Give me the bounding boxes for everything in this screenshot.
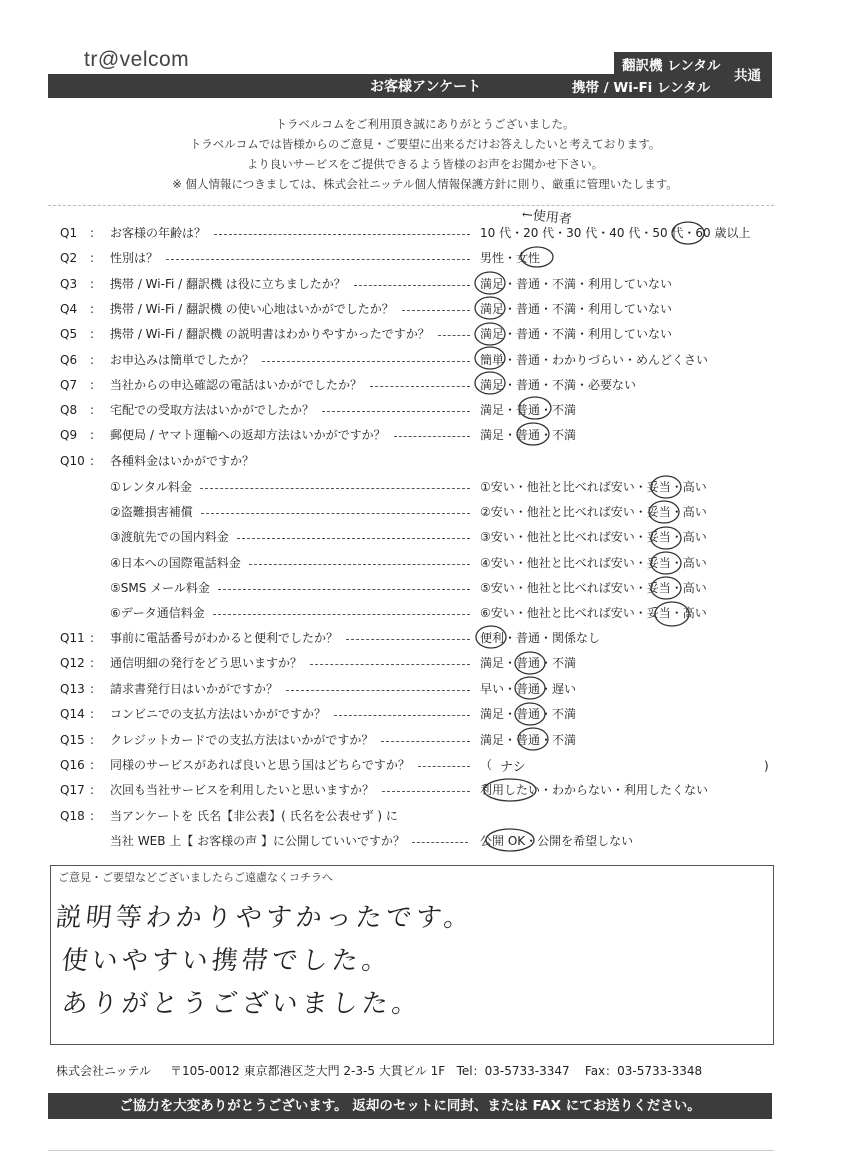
- question-colon: :: [90, 378, 95, 392]
- question-leader: [370, 386, 470, 387]
- question-leader: [166, 259, 470, 260]
- question-options[interactable]: 10 代・20 代・30 代・40 代・50 代・60 歳以上: [480, 226, 751, 240]
- q18-leader: [412, 842, 468, 843]
- q10-item-options[interactable]: ①安い・他社と比べれば安い・妥当・高い: [480, 480, 707, 494]
- question-text: 各種料金はいかがですか？: [110, 454, 255, 468]
- question-number: Q10: [60, 454, 85, 468]
- intro-line-2: トラベルコムでは皆様からのご意見・ご要望に出来るだけお答えしたいと考えております。: [189, 137, 661, 151]
- question-text: 通信明細の発行をどう思いますか？: [110, 656, 303, 670]
- question-number: Q8: [60, 403, 78, 417]
- footer-band: ご協力を大変ありがとうございます。 返却のセットに同封、または FAX にてお送りください。: [48, 1093, 772, 1119]
- q10-item-label: ①レンタル料金: [110, 480, 192, 494]
- q18-line2: 当社 WEB 上【 お客様の声 】に公開していいですか？: [110, 834, 405, 848]
- header-service-translator: 翻訳機 レンタル: [622, 58, 721, 74]
- question-text: コンビニでの支払方法はいかがですか？: [110, 707, 327, 721]
- question-number: Q3: [60, 277, 78, 291]
- question-options[interactable]: 簡単・普通・わかりづらい・めんどくさい: [480, 353, 709, 367]
- q16-handwritten-answer: ナシ: [500, 760, 526, 775]
- question-colon: :: [90, 733, 95, 747]
- comment-line-1: 説明等わかりやすかったです。: [54, 903, 476, 933]
- q10-item-leader: [218, 589, 470, 590]
- question-colon: :: [90, 403, 95, 417]
- q10-item-leader: [200, 488, 470, 489]
- question-leader: [438, 335, 470, 336]
- question-number: Q6: [60, 353, 78, 367]
- question-options[interactable]: 男性・女性: [480, 251, 541, 265]
- q10-item-leader: [213, 614, 470, 615]
- question-colon: :: [90, 656, 95, 670]
- question-colon: :: [90, 682, 95, 696]
- question-leader: [382, 791, 470, 792]
- question-text: 事前に電話番号がわかると便利でしたか？: [110, 631, 339, 645]
- question-options[interactable]: （: [480, 758, 493, 772]
- question-text: クレジットカードでの支払方法はいかがですか？: [110, 733, 374, 747]
- q10-item-options[interactable]: ⑥安い・他社と比べれば安い・妥当・高い: [480, 606, 707, 620]
- q1-handwritten-note: ←使用者: [521, 207, 573, 228]
- question-text: 宅配での受取方法はいかがでしたか？: [110, 403, 315, 417]
- question-text: 携帯 / Wi-Fi / 翻訳機 は役に立ちましたか？: [110, 277, 346, 291]
- q10-item-label: ④日本への国際電話料金: [110, 556, 241, 570]
- question-leader: [310, 664, 470, 665]
- question-colon: :: [90, 809, 95, 823]
- question-options[interactable]: 満足・普通・不満: [480, 403, 577, 417]
- question-leader: [394, 436, 470, 437]
- intro-line-4: ※ 個人情報につきましては、株式会社ニッテル個人情報保護方針に則り、厳重に管理いたします。: [172, 177, 678, 191]
- question-text: 当社からの申込確認の電話はいかがでしたか？: [110, 378, 363, 392]
- question-options[interactable]: 満足・普通・不満・利用していない: [480, 302, 673, 316]
- q10-item-leader: [249, 564, 470, 565]
- footer-tel: Tel：03-5733-3347: [456, 1064, 570, 1078]
- q10-item-leader: [201, 513, 470, 514]
- question-colon: :: [90, 277, 95, 291]
- question-options[interactable]: 満足・普通・不満: [480, 733, 577, 747]
- question-text: お客様の年齢は？: [110, 226, 207, 240]
- question-colon: :: [90, 251, 95, 265]
- question-leader: [346, 639, 470, 640]
- footer-company: 株式会社ニッテル: [56, 1064, 151, 1078]
- q10-item-label: ②盗難損害補償: [110, 505, 193, 519]
- question-options[interactable]: 満足・普通・不満: [480, 428, 577, 442]
- bottom-rule: [48, 1150, 774, 1151]
- question-text: 性別は？: [110, 251, 159, 265]
- question-colon: :: [90, 226, 95, 240]
- q10-item-options[interactable]: ②安い・他社と比べれば安い・妥当・高い: [480, 505, 707, 519]
- header-service-mobile: 携帯 / Wi-Fi レンタル: [572, 80, 711, 96]
- question-options[interactable]: 満足・普通・不満・利用していない: [480, 277, 673, 291]
- question-leader: [334, 715, 470, 716]
- question-text: 次回も当社サービスを利用したいと思いますか？: [110, 783, 375, 797]
- q10-item-leader: [237, 538, 470, 539]
- q10-item-options[interactable]: ④安い・他社と比べれば安い・妥当・高い: [480, 556, 707, 570]
- question-text: 請求書発行日はいかがですか？: [110, 682, 279, 696]
- intro-separator: [48, 205, 774, 206]
- question-leader: [322, 411, 470, 412]
- question-leader: [354, 285, 470, 286]
- footer-info: [56, 1062, 702, 1079]
- question-colon: :: [90, 631, 95, 645]
- question-colon: :: [90, 353, 95, 367]
- question-leader: [381, 741, 470, 742]
- comment-label: ご意見・ご要望などございましたらご遠慮なくコチラへ: [58, 871, 333, 884]
- question-text: 当アンケートを 氏名【非公表】( 氏名を公表せず ) に: [110, 809, 398, 823]
- q18-options: 公開 OK・公開を希望しない: [480, 834, 634, 848]
- question-text: 携帯 / Wi-Fi / 翻訳機 の使い心地はいかがでしたか？: [110, 302, 394, 316]
- question-colon: :: [90, 327, 95, 341]
- header-service-common: 共通: [734, 68, 761, 84]
- question-number: Q12: [60, 656, 85, 670]
- footer-address: 〒105-0012 東京都港区芝大門 2-3-5 大貫ビル 1F: [170, 1064, 446, 1078]
- question-number: Q1: [60, 226, 78, 240]
- question-colon: :: [90, 783, 95, 797]
- q10-item-options[interactable]: ⑤安い・他社と比べれば安い・妥当・高い: [480, 581, 707, 595]
- question-options[interactable]: 満足・普通・不満・必要ない: [480, 378, 637, 392]
- question-number: Q4: [60, 302, 78, 316]
- question-colon: :: [90, 302, 95, 316]
- q10-item-label: ⑤SMS メール料金: [110, 581, 210, 595]
- question-text: 携帯 / Wi-Fi / 翻訳機 の説明書はわかりやすかったですか？: [110, 327, 430, 341]
- question-colon: :: [90, 707, 95, 721]
- question-number: Q15: [60, 733, 85, 747]
- company-logo: tr@velcom: [84, 48, 190, 71]
- question-options[interactable]: 満足・普通・不満・利用していない: [480, 327, 673, 341]
- question-number: Q9: [60, 428, 78, 442]
- question-options[interactable]: 満足・普通・不満: [480, 656, 577, 670]
- q10-item-label: ⑥データ通信料金: [110, 606, 205, 620]
- q16-close-paren: ): [764, 759, 769, 773]
- question-leader: [262, 361, 470, 362]
- q10-item-options[interactable]: ③安い・他社と比べれば安い・妥当・高い: [480, 530, 707, 544]
- question-leader: [286, 690, 470, 691]
- comment-line-3: ありがとうございました。: [60, 989, 424, 1019]
- comment-line-2: 使いやすい携帯でした。: [60, 946, 394, 976]
- question-colon: :: [90, 428, 95, 442]
- header-band: [48, 74, 614, 98]
- question-options[interactable]: 利用したい・わからない・利用したくない: [480, 783, 709, 797]
- question-text: 同様のサービスがあれば良いと思う国はどちらですか？: [110, 758, 410, 772]
- question-number: Q7: [60, 378, 78, 392]
- intro-line-3: より良いサービスをご提供できるよう皆様のお声をお聞かせ下さい。: [246, 157, 604, 171]
- question-colon: :: [90, 454, 95, 468]
- question-number: Q13: [60, 682, 85, 696]
- question-number: Q11: [60, 631, 85, 645]
- q10-item-label: ③渡航先での国内料金: [110, 530, 229, 544]
- question-text: 郵便局 / ヤマト運輸への返却方法はいかがですか？: [110, 428, 386, 442]
- question-number: Q2: [60, 251, 78, 265]
- question-number: Q5: [60, 327, 78, 341]
- question-number: Q17: [60, 783, 85, 797]
- question-leader: [418, 766, 470, 767]
- question-number: Q16: [60, 758, 85, 772]
- question-options[interactable]: 満足・普通・不満: [480, 707, 577, 721]
- survey-title: お客様アンケート: [370, 79, 482, 95]
- question-leader: [214, 234, 470, 235]
- question-number: Q14: [60, 707, 85, 721]
- question-number: Q18: [60, 809, 85, 823]
- footer-fax: Fax：03-5733-3348: [584, 1064, 703, 1078]
- question-text: お申込みは簡単でしたか？: [110, 353, 255, 367]
- intro-line-1: トラベルコムをご利用頂き誠にありがとうございました。: [275, 117, 575, 131]
- question-options[interactable]: 便利・普通・関係なし: [480, 631, 601, 645]
- question-colon: :: [90, 758, 95, 772]
- question-options[interactable]: 早い・普通・遅い: [480, 682, 577, 696]
- question-leader: [402, 310, 470, 311]
